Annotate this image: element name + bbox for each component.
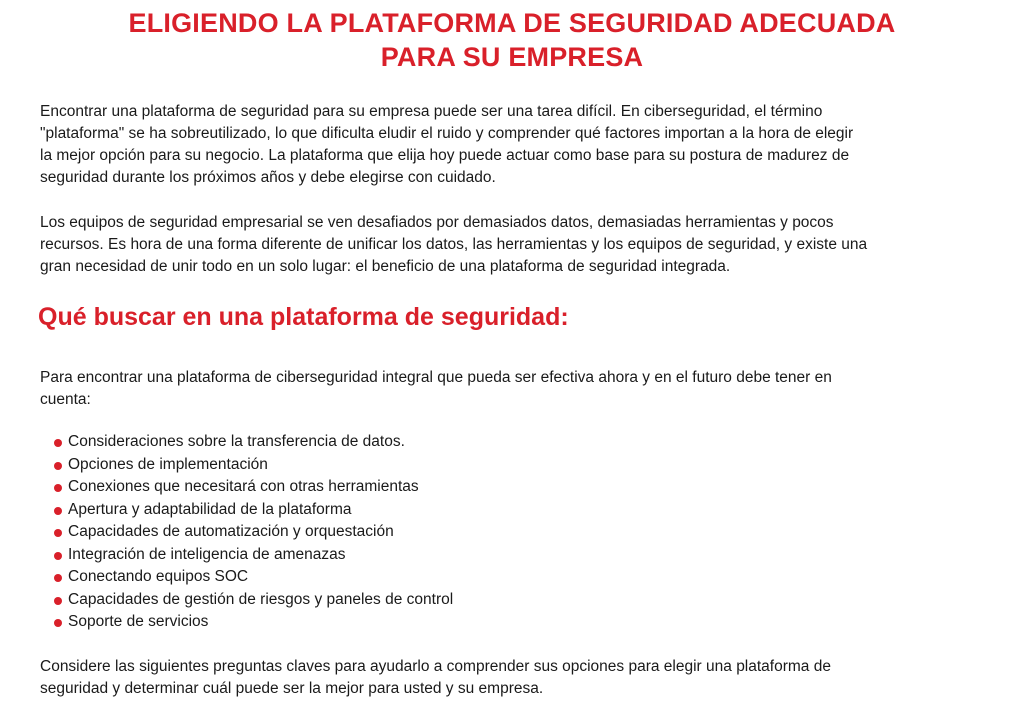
list-item-text: Soporte de servicios [68,613,209,630]
list-item-text: Capacidades de automatización y orquestación [68,523,394,540]
bullet-dot-icon [54,619,62,627]
list-item-text: Conexiones que necesitará con otras herramientas [68,478,419,495]
list-item-text: Conectando equipos SOC [68,568,249,585]
list-item-text: Integración de inteligencia de amenazas [68,545,346,563]
list-item [52,544,453,567]
intro-line: "plataforma" se ha sobreutilizado, lo que dificulta eludir el ruido y comprender qué factores importan a la hora de elegir [40,125,854,142]
section-lead-paragraph [40,367,980,411]
list-item [52,521,453,544]
section-lead-line: Para encontrar una plataforma de ciberseguridad integral que pueda ser efectiva ahora y en el futuro debe tener en [40,369,832,386]
section-heading: Qué buscar en una plataforma de seguridad: [38,303,569,331]
page-title [60,6,964,74]
bullet-dot-icon [54,574,62,582]
page-title-line-2: PARA SU EMPRESA [380,42,644,72]
list-item [52,566,453,589]
list-item [52,454,453,477]
closing-line: seguridad y determinar cuál puede ser la mejor para usted y su empresa. [40,680,544,697]
closing-paragraph [40,656,980,700]
challenge-line: Los equipos de seguridad empresarial se ven desafiados por demasiados datos, demasiadas herramientas y pocos [40,214,834,231]
intro-line: seguridad durante los próximos años y debe elegirse con cuidado. [40,169,496,186]
list-item [52,611,453,634]
bullet-dot-icon [54,552,62,560]
intro-line: la mejor opción para su negocio. La plataforma que elija hoy puede actuar como base para su postura de madurez de [40,147,850,164]
considerations-list [52,431,453,634]
bullet-dot-icon [54,439,62,447]
list-item [52,589,453,612]
closing-line: Considere las siguientes preguntas claves para ayudarlo a comprender sus opciones para elegir una plataforma de [40,658,831,675]
list-item-text: Capacidades de gestión de riesgos y paneles de control [68,590,454,608]
list-item-text: Apertura y adaptabilidad de la plataforma [68,500,352,518]
challenge-line: recursos. Es hora de una forma diferente de unificar los datos, las herramientas y los equipos de seguridad, y existe una [40,236,868,253]
bullet-dot-icon [54,507,62,515]
list-item-text: Opciones de implementación [68,455,268,473]
challenge-paragraph [40,212,980,278]
list-item [52,499,453,522]
bullet-dot-icon [54,597,62,605]
bullet-dot-icon [54,484,62,492]
intro-line: Encontrar una plataforma de seguridad para su empresa puede ser una tarea difícil. En ciberseguridad, el término [40,103,823,120]
bullet-dot-icon [54,529,62,537]
list-item-text: Consideraciones sobre la transferencia de datos. [68,433,405,450]
page-title-line-1: ELIGIENDO LA PLATAFORMA DE SEGURIDAD ADECUADA [128,8,896,38]
bullet-dot-icon [54,462,62,470]
intro-paragraph [40,101,980,189]
challenge-line: gran necesidad de unir todo en un solo lugar: el beneficio de una plataforma de seguridad integrada. [40,258,731,275]
list-item [52,476,453,499]
section-lead-line: cuenta: [40,391,91,408]
list-item [52,431,453,454]
